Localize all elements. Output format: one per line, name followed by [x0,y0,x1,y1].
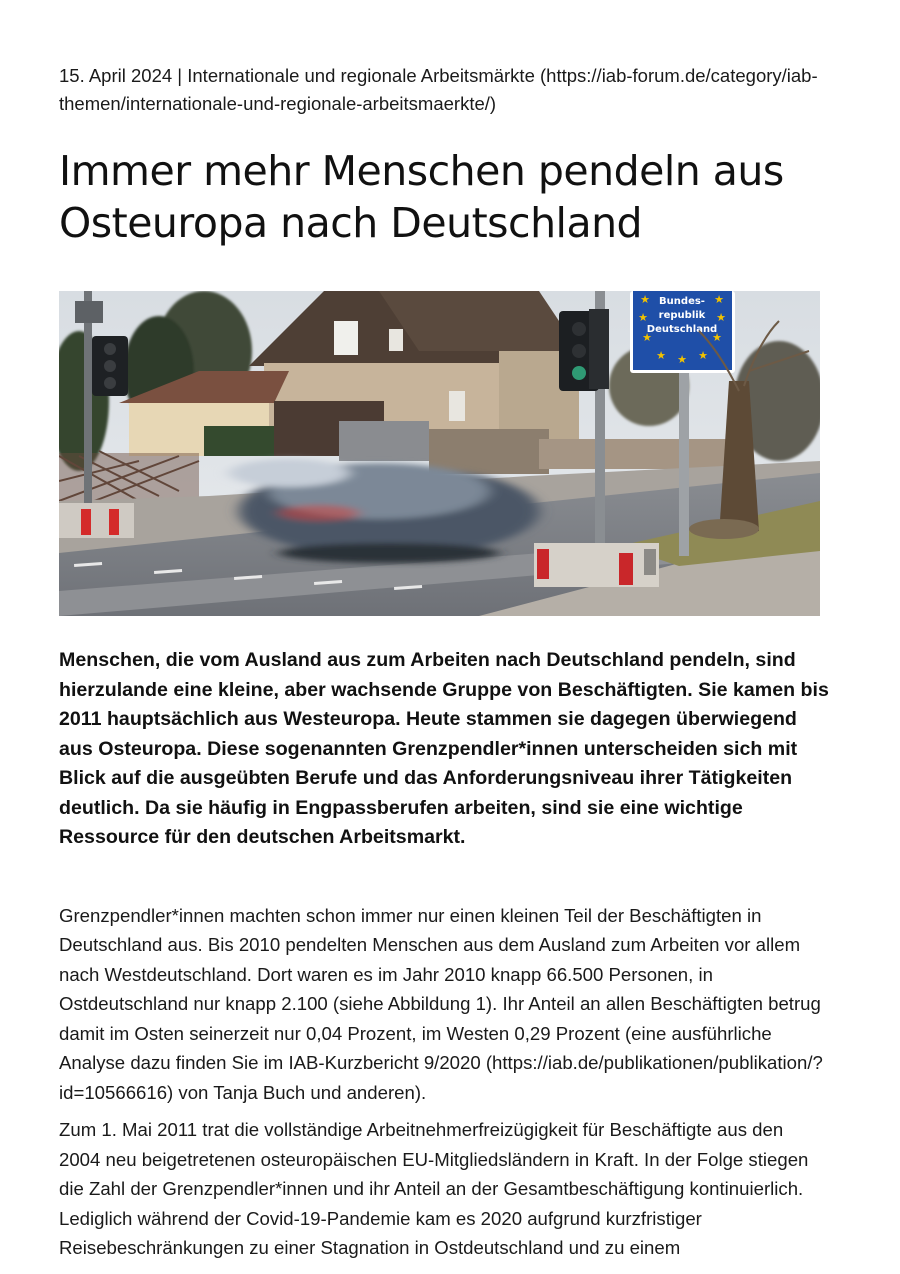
article [59,62,829,1263]
svg-text:★: ★ [640,293,650,306]
sign-line-1: Bundes- [659,296,705,307]
article-meta [59,62,829,118]
svg-text:★: ★ [638,311,648,324]
sign-line-3: Deutschland [646,324,718,335]
lead-paragraph: Menschen, die vom Ausland aus zum Arbeiten nach Deutschland pendeln, sind hierzulande eine kleine, aber wachsende Gruppe von Beschäftigten. Sie kamen bis 2011 hauptsächlich aus Westeuropa. Heute stammen sie dagegen überwiegend aus Osteuropa. Diese sogenannten Grenzpendler*innen unterscheiden sich mit Blick auf die ausgeübten Berufe und das Anforderungsniveau ihrer Tätigkeiten deutlich. Da sie häufig in Engpassberufen arbeiten, sind sie eine wichtige Ressource für den deutschen Arbeitsmarkt. [59,649,829,848]
category-label: Internationale und regionale Arbeitsmärkte [187,65,535,86]
svg-text:★: ★ [642,331,652,344]
body-paragraph-1: Grenzpendler*innen machten schon immer nur einen kleinen Teil der Beschäftigten in Deutschland aus. Bis 2010 pendelten Menschen aus dem Ausland zum Arbeiten vor allem nach Westdeutschland. Dort waren es im Jahr 2010 knapp 66.500 Personen, in Ostdeutschland nur knapp 2.100 (siehe Abbildung 1). Ihr Anteil an allen Beschäftigten betrug damit im Osten seinerzeit nur 0,04 Prozent, im Westen 0,29 Prozent (eine ausführliche Analyse dazu finden Sie im IAB-Kurzbericht 9/2020 (https://iab.de/publikationen/publikation/?id=10566616) von Tanja Buch und anderen). [59,904,823,1103]
svg-text:★: ★ [677,353,687,366]
svg-text:★: ★ [716,311,726,324]
hero-image [59,291,820,616]
svg-text:★: ★ [698,349,708,362]
svg-text:★: ★ [656,349,666,362]
meta-separator: | [172,65,188,86]
sign-line-2: republik [658,310,706,321]
border-sign [630,291,735,373]
publish-date: 15. April 2024 [59,65,173,86]
svg-text:★: ★ [714,293,724,306]
body-paragraph-2: Zum 1. Mai 2011 trat die vollständige Arbeitnehmerfreizügigkeit für Beschäftigte aus den 2004 neu beigetretenen osteuropäischen EU-Mitgliedsländern in Kraft. In der Folge stiegen die Zahl der Grenzpendler*innen und ihr Anteil an der Gesamtbeschäftigung kontinuierlich. Lediglich während der Covid-19-Pandemie kam es 2020 aufgrund kurzfristiger Reisebeschränkungen zu einer Stagnation in Ostdeutschland und zu einem [59,1119,809,1258]
svg-text:★: ★ [712,331,722,344]
category-url: (https://iab-forum.de/category/iab-themen/internationale-und-regionale-arbeitsmaerkte/) [59,65,818,114]
article-title: Immer mehr Menschen pendeln aus Osteuropa nach Deutschland [59,147,784,247]
